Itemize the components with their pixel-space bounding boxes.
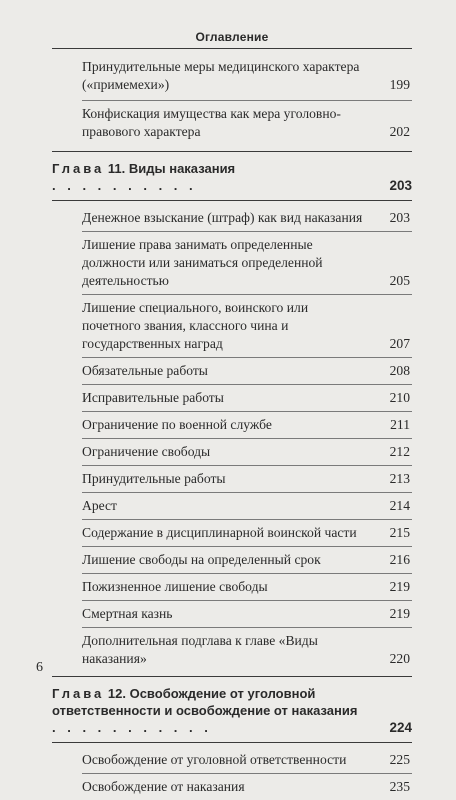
toc-entry[interactable] [52, 443, 412, 461]
toc-entry[interactable] [52, 58, 412, 94]
entry-divider [82, 519, 412, 520]
entry-divider [82, 384, 412, 385]
chapter-divider [52, 151, 412, 152]
chapter-12-heading[interactable] [52, 685, 412, 736]
table-of-contents [52, 58, 412, 800]
chapter-11-heading[interactable] [52, 160, 412, 194]
entry-divider [82, 294, 412, 295]
entry-divider [82, 438, 412, 439]
chapter-page: 203 [389, 178, 412, 193]
running-header: Оглавление [195, 30, 269, 44]
toc-entry-title: Дополнительная подглава к главе «Виды наказания» [82, 633, 318, 666]
entry-divider [82, 546, 412, 547]
toc-entry-page: 215 [389, 525, 410, 540]
toc-entry-title: Смертная казнь [82, 606, 173, 621]
entry-divider [82, 773, 412, 774]
toc-entry-page: 212 [389, 444, 410, 459]
toc-entry-title: Конфискация имущества как мера уголовно-правового характера [82, 106, 341, 139]
toc-entry-title: Лишение свободы на определенный срок [82, 552, 321, 567]
toc-entry-title: Лишение права занимать определенные должности или заниматься определенной деятельностью [82, 237, 323, 288]
toc-entry[interactable] [52, 605, 412, 623]
toc-entry-title: Исправительные работы [82, 390, 224, 405]
chapter-prefix: Глава [52, 686, 105, 701]
toc-entry[interactable] [52, 209, 412, 227]
toc-entry-page: 211 [390, 417, 410, 432]
toc-entry-page: 208 [389, 363, 410, 378]
dot-leader: . . . . . . . . . . . [52, 720, 212, 735]
toc-entry-title: Ограничение свободы [82, 444, 211, 459]
toc-entry-page: 202 [389, 124, 410, 139]
toc-entry-title: Лишение специального, воинского или почетного звания, классного чина и государственных наград [82, 300, 309, 351]
toc-entry-title: Принудительные работы [82, 471, 226, 486]
toc-entry[interactable] [52, 470, 412, 488]
chapter-page: 224 [389, 720, 412, 735]
toc-entry-page: 216 [389, 552, 410, 567]
toc-entry-page: 225 [389, 752, 410, 767]
toc-entry-title: Принудительные меры медицинского характера («примемехи») [82, 59, 360, 92]
chapter-divider [52, 200, 412, 201]
toc-entry-page: 214 [389, 498, 410, 513]
toc-entry[interactable] [52, 578, 412, 596]
toc-entry[interactable] [52, 524, 412, 542]
toc-entry[interactable] [52, 299, 412, 353]
toc-entry-title: Денежное взыскание (штраф) как вид наказания [82, 210, 363, 225]
toc-entry-page: 219 [389, 579, 410, 594]
toc-entry[interactable] [52, 416, 412, 434]
toc-entry[interactable] [52, 362, 412, 380]
entry-divider [82, 465, 412, 466]
entry-divider [82, 231, 412, 232]
toc-entry[interactable] [52, 389, 412, 407]
toc-entry-page: 207 [389, 336, 410, 351]
chapter-prefix: Глава [52, 161, 105, 176]
entry-divider [82, 600, 412, 601]
toc-entry-page: 199 [389, 77, 410, 92]
toc-entry-title: Освобождение от наказания [82, 779, 245, 794]
toc-entry-title: Содержание в дисциплинарной воинской части [82, 525, 357, 540]
toc-entry-title: Освобождение от уголовной ответственности [82, 752, 347, 767]
chapter-title: Виды наказания [128, 161, 236, 176]
chapter-number: 11. [107, 161, 126, 176]
toc-entry[interactable] [52, 105, 412, 141]
toc-entry[interactable] [52, 632, 412, 668]
page-number: 6 [36, 660, 43, 675]
toc-entry-title: Ограничение по военной службе [82, 417, 272, 432]
header-divider [52, 48, 412, 49]
entry-divider [82, 492, 412, 493]
entry-divider [82, 357, 412, 358]
chapter-number: 12. [107, 686, 126, 701]
toc-entry[interactable] [52, 236, 412, 290]
entry-divider [82, 627, 412, 628]
toc-entry-page: 235 [389, 779, 410, 794]
toc-entry[interactable] [52, 551, 412, 569]
toc-entry[interactable] [52, 778, 412, 796]
toc-entry-page: 205 [389, 273, 410, 288]
toc-entry-page: 203 [389, 210, 410, 225]
toc-entry[interactable] [52, 751, 412, 769]
toc-entry-title: Пожизненное лишение свободы [82, 579, 268, 594]
entry-divider [82, 100, 412, 101]
entry-divider [82, 411, 412, 412]
chapter-title: Освобождение от уголовной ответственности и освобождение от наказания [52, 686, 358, 718]
toc-entry-title: Обязательные работы [82, 363, 208, 378]
entry-divider [82, 573, 412, 574]
toc-entry-title: Арест [82, 498, 117, 513]
dot-leader: . . . . . . . . . . [52, 178, 197, 193]
chapter-divider [52, 676, 412, 677]
toc-entry-page: 220 [389, 651, 410, 666]
toc-entry-page: 210 [389, 390, 410, 405]
toc-entry-page: 219 [389, 606, 410, 621]
toc-entry[interactable] [52, 497, 412, 515]
chapter-divider [52, 742, 412, 743]
toc-entry-page: 213 [389, 471, 410, 486]
